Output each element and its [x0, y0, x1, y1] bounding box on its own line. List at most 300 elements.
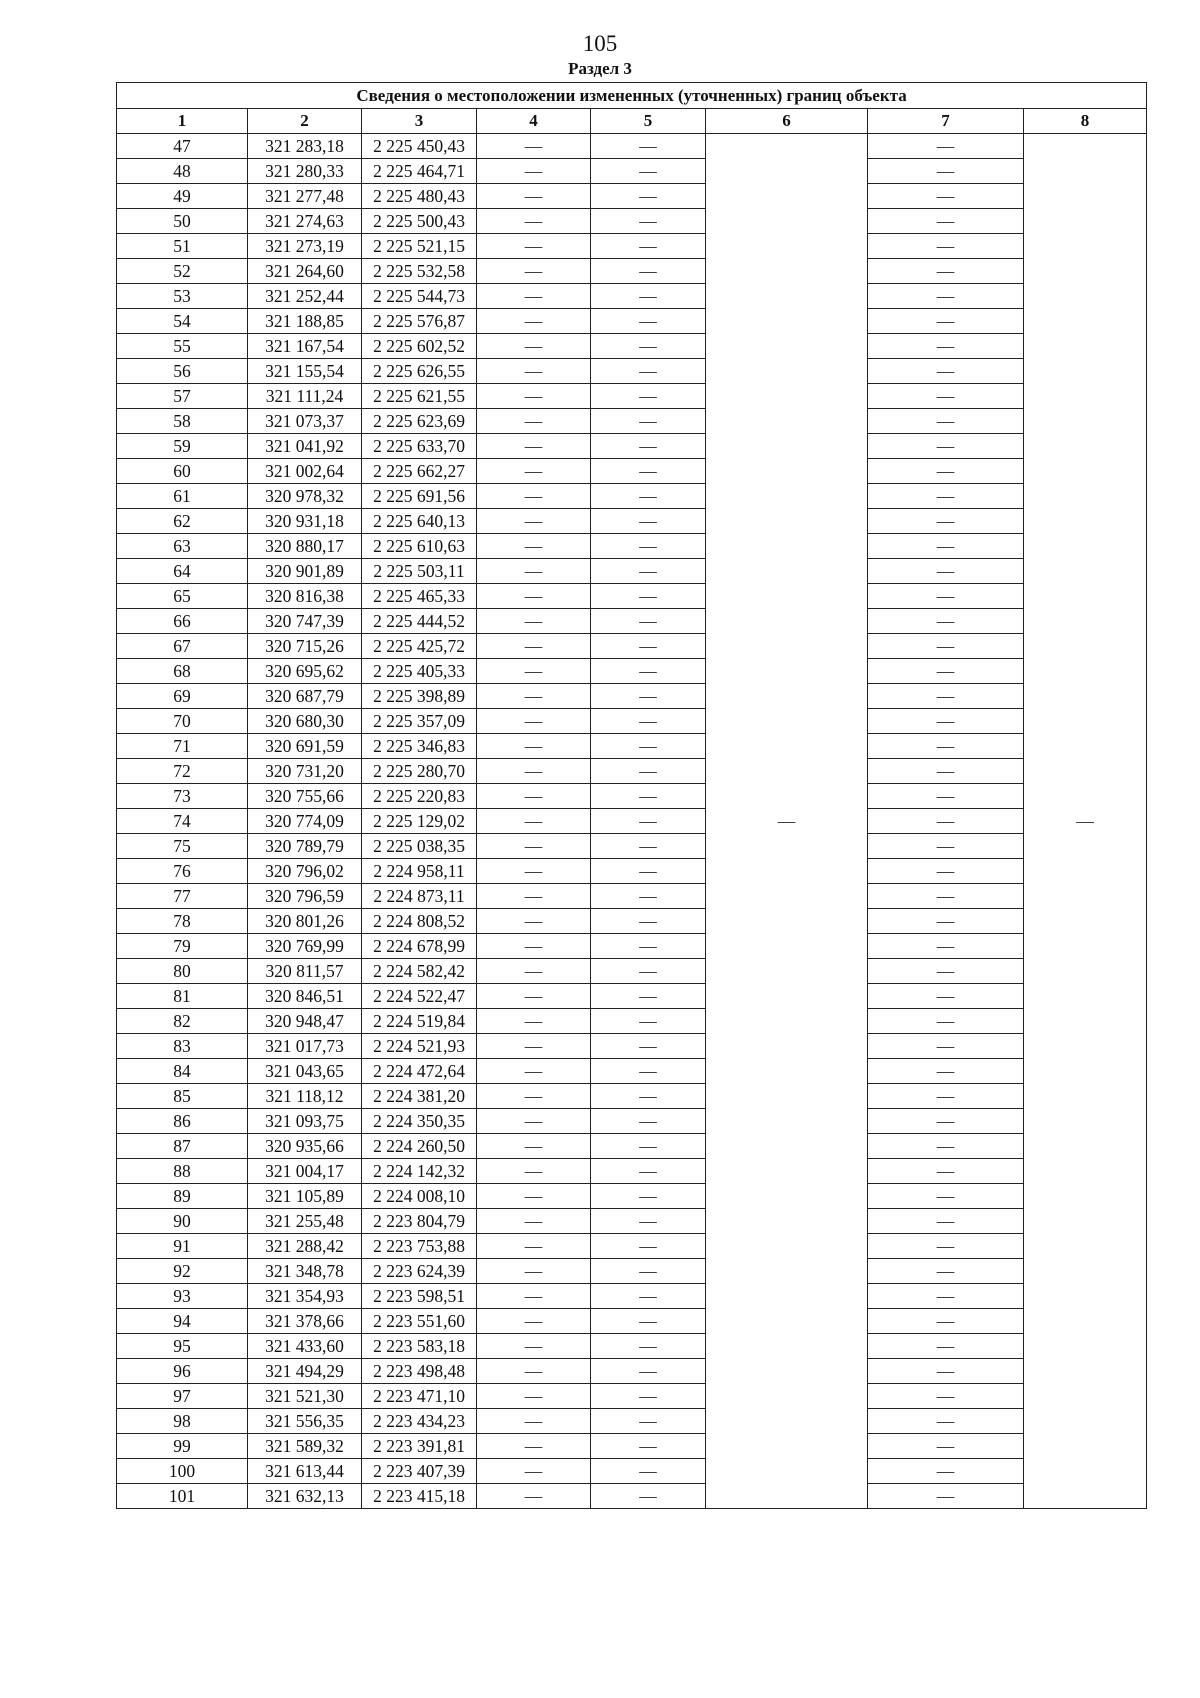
table-row — [117, 1234, 1147, 1259]
column-7-dash-cell: — — [868, 884, 1024, 909]
coordinate-x-cell: 321 004,17 — [248, 1159, 362, 1184]
column-4-dash-cell: — — [477, 1334, 591, 1359]
column-4-dash-cell: — — [477, 209, 591, 234]
column-4-dash-cell: — — [477, 1484, 591, 1509]
column-7-dash-cell: — — [868, 184, 1024, 209]
point-number-cell: 84 — [117, 1059, 248, 1084]
table-row — [117, 959, 1147, 984]
column-7-dash-cell: — — [868, 959, 1024, 984]
coordinate-y-cell: 2 225 662,27 — [362, 459, 477, 484]
column-7-dash-cell: — — [868, 484, 1024, 509]
coordinate-y-cell: 2 225 610,63 — [362, 534, 477, 559]
column-4-dash-cell: — — [477, 584, 591, 609]
point-number-cell: 54 — [117, 309, 248, 334]
point-number-cell: 90 — [117, 1209, 248, 1234]
point-number-cell: 58 — [117, 409, 248, 434]
coordinate-x-cell: 321 288,42 — [248, 1234, 362, 1259]
coordinate-y-cell: 2 225 633,70 — [362, 434, 477, 459]
coordinate-y-cell: 2 224 808,52 — [362, 909, 477, 934]
column-7-dash-cell: — — [868, 1159, 1024, 1184]
column-5-dash-cell: — — [591, 784, 706, 809]
coordinate-y-cell: 2 225 521,15 — [362, 234, 477, 259]
column-7-dash-cell: — — [868, 409, 1024, 434]
point-number-cell: 80 — [117, 959, 248, 984]
point-number-cell: 101 — [117, 1484, 248, 1509]
column-7-dash-cell: — — [868, 734, 1024, 759]
table-row — [117, 1084, 1147, 1109]
point-number-cell: 60 — [117, 459, 248, 484]
table-row — [117, 509, 1147, 534]
table-row — [117, 659, 1147, 684]
table-row — [117, 184, 1147, 209]
coordinate-y-cell: 2 223 471,10 — [362, 1384, 477, 1409]
point-number-cell: 73 — [117, 784, 248, 809]
column-4-dash-cell: — — [477, 559, 591, 584]
column-7-dash-cell: — — [868, 509, 1024, 534]
table-row — [117, 159, 1147, 184]
column-4-dash-cell: — — [477, 1159, 591, 1184]
column-7-dash-cell: — — [868, 159, 1024, 184]
table-row — [117, 309, 1147, 334]
coordinate-x-cell: 321 167,54 — [248, 334, 362, 359]
coordinate-y-cell: 2 225 405,33 — [362, 659, 477, 684]
column-5-dash-cell: — — [591, 184, 706, 209]
coordinate-y-cell: 2 225 038,35 — [362, 834, 477, 859]
coordinate-x-cell: 320 880,17 — [248, 534, 362, 559]
point-number-cell: 63 — [117, 534, 248, 559]
point-number-cell: 57 — [117, 384, 248, 409]
column-5-dash-cell: — — [591, 209, 706, 234]
coordinate-y-cell: 2 224 873,11 — [362, 884, 477, 909]
point-number-cell: 77 — [117, 884, 248, 909]
table-row — [117, 1334, 1147, 1359]
point-number-cell: 69 — [117, 684, 248, 709]
table-row — [117, 334, 1147, 359]
coordinate-x-cell: 320 731,20 — [248, 759, 362, 784]
table-row — [117, 1259, 1147, 1284]
column-5-dash-cell: — — [591, 909, 706, 934]
column-7-dash-cell: — — [868, 809, 1024, 834]
column-7-dash-cell: — — [868, 1409, 1024, 1434]
column-5-dash-cell: — — [591, 934, 706, 959]
point-number-cell: 74 — [117, 809, 248, 834]
coordinate-x-cell: 320 931,18 — [248, 509, 362, 534]
column-5-dash-cell: — — [591, 634, 706, 659]
column-5-dash-cell: — — [591, 709, 706, 734]
table-row — [117, 209, 1147, 234]
column-4-dash-cell: — — [477, 1259, 591, 1284]
table-row — [117, 884, 1147, 909]
column-4-dash-cell: — — [477, 334, 591, 359]
table-row — [117, 359, 1147, 384]
coordinate-y-cell: 2 225 621,55 — [362, 384, 477, 409]
point-number-cell: 61 — [117, 484, 248, 509]
table-row — [117, 684, 1147, 709]
coordinate-x-cell: 320 747,39 — [248, 609, 362, 634]
column-7-dash-cell: — — [868, 1259, 1024, 1284]
column-5-dash-cell: — — [591, 384, 706, 409]
table-row — [117, 1109, 1147, 1134]
column-5-dash-cell: — — [591, 1009, 706, 1034]
coordinate-x-cell: 321 255,48 — [248, 1209, 362, 1234]
table-row — [117, 1409, 1147, 1434]
column-4-dash-cell: — — [477, 434, 591, 459]
table-row — [117, 609, 1147, 634]
coordinate-y-cell: 2 225 640,13 — [362, 509, 477, 534]
coordinate-x-cell: 320 901,89 — [248, 559, 362, 584]
coordinate-x-cell: 320 755,66 — [248, 784, 362, 809]
column-4-dash-cell: — — [477, 509, 591, 534]
coordinate-x-cell: 320 846,51 — [248, 984, 362, 1009]
column-4-dash-cell: — — [477, 1059, 591, 1084]
table-row — [117, 1484, 1147, 1509]
table-row — [117, 759, 1147, 784]
point-number-cell: 88 — [117, 1159, 248, 1184]
table-caption: Сведения о местоположении измененных (уточненных) границ объекта — [117, 83, 1147, 109]
coordinate-y-cell: 2 224 522,47 — [362, 984, 477, 1009]
column-5-dash-cell: — — [591, 559, 706, 584]
column-5-dash-cell: — — [591, 1109, 706, 1134]
column-7-dash-cell: — — [868, 709, 1024, 734]
table-body — [117, 134, 1147, 1509]
coordinate-x-cell: 320 796,59 — [248, 884, 362, 909]
coordinate-x-cell: 321 017,73 — [248, 1034, 362, 1059]
table-row — [117, 734, 1147, 759]
coordinate-x-cell: 321 494,29 — [248, 1359, 362, 1384]
column-5-dash-cell: — — [591, 1434, 706, 1459]
column-5-dash-cell: — — [591, 734, 706, 759]
table-row — [117, 234, 1147, 259]
point-number-cell: 49 — [117, 184, 248, 209]
coordinate-y-cell: 2 225 464,71 — [362, 159, 477, 184]
column-header-6: 6 — [706, 109, 868, 134]
coordinate-x-cell: 321 354,93 — [248, 1284, 362, 1309]
point-number-cell: 97 — [117, 1384, 248, 1409]
column-5-dash-cell: — — [591, 659, 706, 684]
column-4-dash-cell: — — [477, 1409, 591, 1434]
table-row — [117, 709, 1147, 734]
coordinate-x-cell: 320 695,62 — [248, 659, 362, 684]
point-number-cell: 71 — [117, 734, 248, 759]
coordinate-y-cell: 2 225 623,69 — [362, 409, 477, 434]
coordinate-y-cell: 2 224 678,99 — [362, 934, 477, 959]
table-row — [117, 1184, 1147, 1209]
column-7-dash-cell: — — [868, 259, 1024, 284]
coordinate-x-cell: 321 118,12 — [248, 1084, 362, 1109]
table-row — [117, 284, 1147, 309]
coordinate-x-cell: 320 816,38 — [248, 584, 362, 609]
coordinate-x-cell: 321 105,89 — [248, 1184, 362, 1209]
column-7-dash-cell: — — [868, 309, 1024, 334]
column-7-dash-cell: — — [868, 1134, 1024, 1159]
coordinate-y-cell: 2 223 551,60 — [362, 1309, 477, 1334]
coordinate-x-cell: 321 252,44 — [248, 284, 362, 309]
column-5-dash-cell: — — [591, 1359, 706, 1384]
column-4-dash-cell: — — [477, 1359, 591, 1384]
column-7-dash-cell: — — [868, 759, 1024, 784]
column-8-merged-dash-cell: — — [1024, 134, 1147, 1509]
coordinate-y-cell: 2 223 498,48 — [362, 1359, 477, 1384]
column-7-dash-cell: — — [868, 609, 1024, 634]
column-7-dash-cell: — — [868, 334, 1024, 359]
column-5-dash-cell: — — [591, 1409, 706, 1434]
column-header-5: 5 — [591, 109, 706, 134]
column-5-dash-cell: — — [591, 1234, 706, 1259]
column-7-dash-cell: — — [868, 1009, 1024, 1034]
column-5-dash-cell: — — [591, 584, 706, 609]
point-number-cell: 62 — [117, 509, 248, 534]
table-row — [117, 384, 1147, 409]
column-header-row — [117, 109, 1147, 134]
column-4-dash-cell: — — [477, 609, 591, 634]
table-row — [117, 784, 1147, 809]
column-4-dash-cell: — — [477, 459, 591, 484]
column-7-dash-cell: — — [868, 1209, 1024, 1234]
coordinate-y-cell: 2 223 407,39 — [362, 1459, 477, 1484]
column-5-dash-cell: — — [591, 1384, 706, 1409]
column-4-dash-cell: — — [477, 1234, 591, 1259]
coordinate-y-cell: 2 225 129,02 — [362, 809, 477, 834]
coordinate-y-cell: 2 225 280,70 — [362, 759, 477, 784]
column-5-dash-cell: — — [591, 534, 706, 559]
column-5-dash-cell: — — [591, 284, 706, 309]
coordinate-x-cell: 320 774,09 — [248, 809, 362, 834]
column-header-8: 8 — [1024, 109, 1147, 134]
point-number-cell: 50 — [117, 209, 248, 234]
table-row — [117, 1359, 1147, 1384]
coordinate-x-cell: 321 613,44 — [248, 1459, 362, 1484]
coordinate-x-cell: 321 111,24 — [248, 384, 362, 409]
column-7-dash-cell: — — [868, 209, 1024, 234]
coordinate-y-cell: 2 225 532,58 — [362, 259, 477, 284]
column-7-dash-cell: — — [868, 1484, 1024, 1509]
table-row — [117, 934, 1147, 959]
column-7-dash-cell: — — [868, 1359, 1024, 1384]
column-5-dash-cell: — — [591, 1184, 706, 1209]
coordinate-y-cell: 2 225 480,43 — [362, 184, 477, 209]
point-number-cell: 51 — [117, 234, 248, 259]
table-row — [117, 1059, 1147, 1084]
coordinate-y-cell: 2 225 691,56 — [362, 484, 477, 509]
coordinate-x-cell: 320 769,99 — [248, 934, 362, 959]
table-row — [117, 1134, 1147, 1159]
coordinate-x-cell: 321 283,18 — [248, 134, 362, 159]
column-4-dash-cell: — — [477, 959, 591, 984]
coordinate-x-cell: 321 277,48 — [248, 184, 362, 209]
point-number-cell: 83 — [117, 1034, 248, 1059]
coordinate-y-cell: 2 225 626,55 — [362, 359, 477, 384]
column-5-dash-cell: — — [591, 1284, 706, 1309]
point-number-cell: 89 — [117, 1184, 248, 1209]
coordinate-y-cell: 2 225 444,52 — [362, 609, 477, 634]
column-7-dash-cell: — — [868, 909, 1024, 934]
column-4-dash-cell: — — [477, 934, 591, 959]
table-row — [117, 909, 1147, 934]
column-7-dash-cell: — — [868, 784, 1024, 809]
coordinate-x-cell: 321 274,63 — [248, 209, 362, 234]
point-number-cell: 91 — [117, 1234, 248, 1259]
column-header-4: 4 — [477, 109, 591, 134]
point-number-cell: 79 — [117, 934, 248, 959]
coordinate-y-cell: 2 225 425,72 — [362, 634, 477, 659]
column-7-dash-cell: — — [868, 584, 1024, 609]
coordinate-y-cell: 2 223 804,79 — [362, 1209, 477, 1234]
column-6-merged-dash-cell: — — [706, 134, 868, 1509]
column-4-dash-cell: — — [477, 1384, 591, 1409]
table-row — [117, 1459, 1147, 1484]
column-header-2: 2 — [248, 109, 362, 134]
column-4-dash-cell: — — [477, 884, 591, 909]
column-4-dash-cell: — — [477, 634, 591, 659]
column-4-dash-cell: — — [477, 359, 591, 384]
column-4-dash-cell: — — [477, 1134, 591, 1159]
table-row — [117, 634, 1147, 659]
column-5-dash-cell: — — [591, 134, 706, 159]
point-number-cell: 99 — [117, 1434, 248, 1459]
coordinate-x-cell: 321 378,66 — [248, 1309, 362, 1334]
column-4-dash-cell: — — [477, 134, 591, 159]
table-row — [117, 1159, 1147, 1184]
column-4-dash-cell: — — [477, 159, 591, 184]
coordinate-x-cell: 321 073,37 — [248, 409, 362, 434]
column-5-dash-cell: — — [591, 1084, 706, 1109]
column-4-dash-cell: — — [477, 409, 591, 434]
column-7-dash-cell: — — [868, 834, 1024, 859]
column-5-dash-cell: — — [591, 1459, 706, 1484]
table-row — [117, 1209, 1147, 1234]
coordinate-x-cell: 321 632,13 — [248, 1484, 362, 1509]
column-5-dash-cell: — — [591, 1484, 706, 1509]
point-number-cell: 66 — [117, 609, 248, 634]
coordinate-x-cell: 321 155,54 — [248, 359, 362, 384]
coordinate-x-cell: 320 935,66 — [248, 1134, 362, 1159]
point-number-cell: 68 — [117, 659, 248, 684]
column-7-dash-cell: — — [868, 559, 1024, 584]
column-4-dash-cell: — — [477, 259, 591, 284]
column-5-dash-cell: — — [591, 234, 706, 259]
column-4-dash-cell: — — [477, 1034, 591, 1059]
point-number-cell: 47 — [117, 134, 248, 159]
point-number-cell: 55 — [117, 334, 248, 359]
coordinate-x-cell: 321 280,33 — [248, 159, 362, 184]
coordinate-y-cell: 2 224 582,42 — [362, 959, 477, 984]
column-5-dash-cell: — — [591, 1334, 706, 1359]
column-header-1: 1 — [117, 109, 248, 134]
column-5-dash-cell: — — [591, 884, 706, 909]
column-7-dash-cell: — — [868, 1459, 1024, 1484]
column-4-dash-cell: — — [477, 684, 591, 709]
coordinate-x-cell: 321 433,60 — [248, 1334, 362, 1359]
table-row — [117, 434, 1147, 459]
coordinate-x-cell: 321 041,92 — [248, 434, 362, 459]
coordinate-x-cell: 320 948,47 — [248, 1009, 362, 1034]
column-7-dash-cell: — — [868, 934, 1024, 959]
column-5-dash-cell: — — [591, 359, 706, 384]
point-number-cell: 64 — [117, 559, 248, 584]
column-header-7: 7 — [868, 109, 1024, 134]
coordinate-y-cell: 2 223 753,88 — [362, 1234, 477, 1259]
column-4-dash-cell: — — [477, 284, 591, 309]
column-4-dash-cell: — — [477, 859, 591, 884]
column-5-dash-cell: — — [591, 509, 706, 534]
coordinate-y-cell: 2 224 350,35 — [362, 1109, 477, 1134]
column-5-dash-cell: — — [591, 859, 706, 884]
column-5-dash-cell: — — [591, 809, 706, 834]
coordinate-x-cell: 320 811,57 — [248, 959, 362, 984]
column-4-dash-cell: — — [477, 709, 591, 734]
column-7-dash-cell: — — [868, 284, 1024, 309]
coordinate-y-cell: 2 224 008,10 — [362, 1184, 477, 1209]
coordinate-x-cell: 321 188,85 — [248, 309, 362, 334]
column-5-dash-cell: — — [591, 334, 706, 359]
coordinate-x-cell: 321 348,78 — [248, 1259, 362, 1284]
point-number-cell: 72 — [117, 759, 248, 784]
coordinate-x-cell: 320 691,59 — [248, 734, 362, 759]
column-5-dash-cell: — — [591, 159, 706, 184]
coordinate-y-cell: 2 223 415,18 — [362, 1484, 477, 1509]
point-number-cell: 48 — [117, 159, 248, 184]
coordinate-y-cell: 2 224 142,32 — [362, 1159, 477, 1184]
table-row — [117, 484, 1147, 509]
coordinate-y-cell: 2 223 391,81 — [362, 1434, 477, 1459]
column-4-dash-cell: — — [477, 1459, 591, 1484]
column-4-dash-cell: — — [477, 909, 591, 934]
column-5-dash-cell: — — [591, 484, 706, 509]
coordinate-y-cell: 2 225 357,09 — [362, 709, 477, 734]
column-7-dash-cell: — — [868, 1384, 1024, 1409]
coordinate-x-cell: 320 801,26 — [248, 909, 362, 934]
point-number-cell: 59 — [117, 434, 248, 459]
column-4-dash-cell: — — [477, 184, 591, 209]
table-row — [117, 809, 1147, 834]
coordinate-x-cell: 321 093,75 — [248, 1109, 362, 1134]
table-row — [117, 584, 1147, 609]
table-row — [117, 459, 1147, 484]
column-header-3: 3 — [362, 109, 477, 134]
table-row — [117, 534, 1147, 559]
coordinate-y-cell: 2 224 519,84 — [362, 1009, 477, 1034]
column-7-dash-cell: — — [868, 1109, 1024, 1134]
point-number-cell: 92 — [117, 1259, 248, 1284]
coordinate-x-cell: 321 043,65 — [248, 1059, 362, 1084]
column-4-dash-cell: — — [477, 1434, 591, 1459]
coordinate-y-cell: 2 225 346,83 — [362, 734, 477, 759]
coordinate-y-cell: 2 225 465,33 — [362, 584, 477, 609]
column-5-dash-cell: — — [591, 1034, 706, 1059]
table-row — [117, 259, 1147, 284]
column-4-dash-cell: — — [477, 759, 591, 784]
column-7-dash-cell: — — [868, 984, 1024, 1009]
point-number-cell: 94 — [117, 1309, 248, 1334]
column-7-dash-cell: — — [868, 659, 1024, 684]
table-row — [117, 1034, 1147, 1059]
coordinate-x-cell: 321 273,19 — [248, 234, 362, 259]
column-4-dash-cell: — — [477, 984, 591, 1009]
column-4-dash-cell: — — [477, 1309, 591, 1334]
table-row — [117, 409, 1147, 434]
coordinate-x-cell: 320 978,32 — [248, 484, 362, 509]
point-number-cell: 86 — [117, 1109, 248, 1134]
column-5-dash-cell: — — [591, 1059, 706, 1084]
coordinate-y-cell: 2 223 434,23 — [362, 1409, 477, 1434]
coordinate-y-cell: 2 223 583,18 — [362, 1334, 477, 1359]
column-4-dash-cell: — — [477, 1109, 591, 1134]
coordinate-y-cell: 2 224 381,20 — [362, 1084, 477, 1109]
coordinate-x-cell: 321 589,32 — [248, 1434, 362, 1459]
coordinate-x-cell: 320 715,26 — [248, 634, 362, 659]
point-number-cell: 82 — [117, 1009, 248, 1034]
point-number-cell: 93 — [117, 1284, 248, 1309]
